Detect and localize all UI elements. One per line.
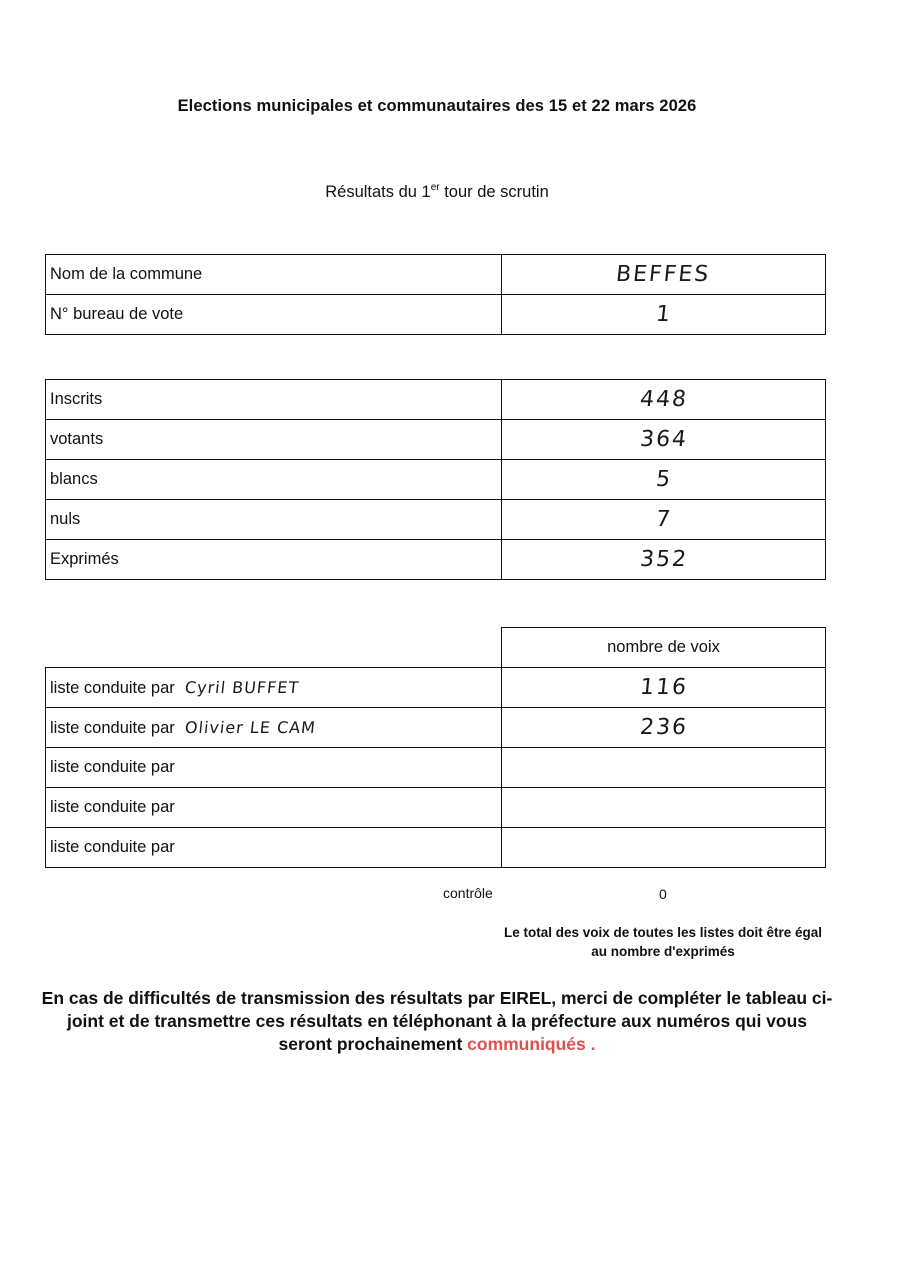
table-header-row (46, 628, 826, 668)
bureau-value: 1 (654, 302, 673, 327)
table-row (46, 540, 826, 580)
commune-name-value: BEFFES (615, 262, 712, 287)
footer-text: En cas de difficultés de transmission des résultats par EIREL, merci de compléter le tableau ci-joint et de transmettre ces résultats en téléphonant à la préfecture aux numéros qui vous seront prochainement (41, 988, 833, 1054)
list-label: liste conduite par (50, 678, 175, 697)
footer-highlight: communiqués . (467, 1034, 596, 1054)
blancs-label: blancs (46, 460, 502, 500)
controle-value: 0 (659, 886, 667, 902)
stats-table (45, 379, 826, 580)
table-row (46, 380, 826, 420)
footer-instructions (40, 987, 834, 1056)
bureau-label: N° bureau de vote (46, 295, 502, 335)
list-label: liste conduite par (50, 718, 175, 737)
table-row (46, 668, 826, 708)
list-leader-name: Cyril BUFFET (183, 677, 300, 697)
list-leader-field[interactable] (46, 748, 502, 788)
list-label: liste conduite par (50, 838, 175, 856)
bureau-field[interactable] (502, 295, 826, 335)
table-row (46, 295, 826, 335)
inscrits-field[interactable] (502, 380, 826, 420)
total-note: Le total des voix de toutes les listes doit être égal au nombre d'exprimés (503, 925, 823, 959)
lists-table (45, 627, 826, 868)
subtitle-text-end: tour de scrutin (439, 183, 549, 201)
list-votes-field[interactable] (502, 788, 826, 828)
exprimes-label: Exprimés (46, 540, 502, 580)
exprimes-field[interactable] (502, 540, 826, 580)
commune-table (45, 254, 826, 335)
list-label: liste conduite par (50, 758, 175, 776)
blancs-field[interactable] (502, 460, 826, 500)
list-votes-field[interactable] (502, 828, 826, 868)
votants-field[interactable] (502, 420, 826, 460)
list-leader-field[interactable] (46, 788, 502, 828)
table-row (46, 708, 826, 748)
blank-header-cell (46, 628, 502, 668)
table-row (46, 460, 826, 500)
commune-name-field[interactable] (502, 255, 826, 295)
list-leader-name: Olivier LE CAM (183, 717, 317, 737)
table-row (46, 500, 826, 540)
votants-value: 364 (638, 427, 689, 452)
list-votes-value: 116 (638, 675, 689, 700)
controle-label: contrôle (443, 885, 493, 901)
list-votes-field[interactable] (502, 708, 826, 748)
votes-column-header: nombre de voix (502, 628, 826, 668)
exprimes-value: 352 (638, 547, 689, 572)
page-title: Elections municipales et communautaires des 15 et 22 mars 2026 (177, 97, 697, 115)
commune-name-label: Nom de la commune (46, 255, 502, 295)
nuls-label: nuls (46, 500, 502, 540)
list-label: liste conduite par (50, 798, 175, 816)
table-row (46, 748, 826, 788)
list-leader-field[interactable] (46, 828, 502, 868)
page-subtitle (0, 182, 874, 202)
table-row (46, 788, 826, 828)
list-leader-field[interactable] (46, 708, 502, 748)
subtitle-text: Résultats du 1 (325, 183, 431, 201)
subtitle-superscript: er (430, 182, 440, 193)
inscrits-value: 448 (638, 387, 689, 412)
blancs-value: 5 (654, 467, 673, 492)
table-row (46, 255, 826, 295)
nuls-value: 7 (654, 507, 673, 532)
list-leader-field[interactable] (46, 668, 502, 708)
votants-label: votants (46, 420, 502, 460)
table-row (46, 420, 826, 460)
table-row (46, 828, 826, 868)
nuls-field[interactable] (502, 500, 826, 540)
list-votes-field[interactable] (502, 748, 826, 788)
list-votes-field[interactable] (502, 668, 826, 708)
inscrits-label: Inscrits (46, 380, 502, 420)
list-votes-value: 236 (638, 715, 689, 740)
